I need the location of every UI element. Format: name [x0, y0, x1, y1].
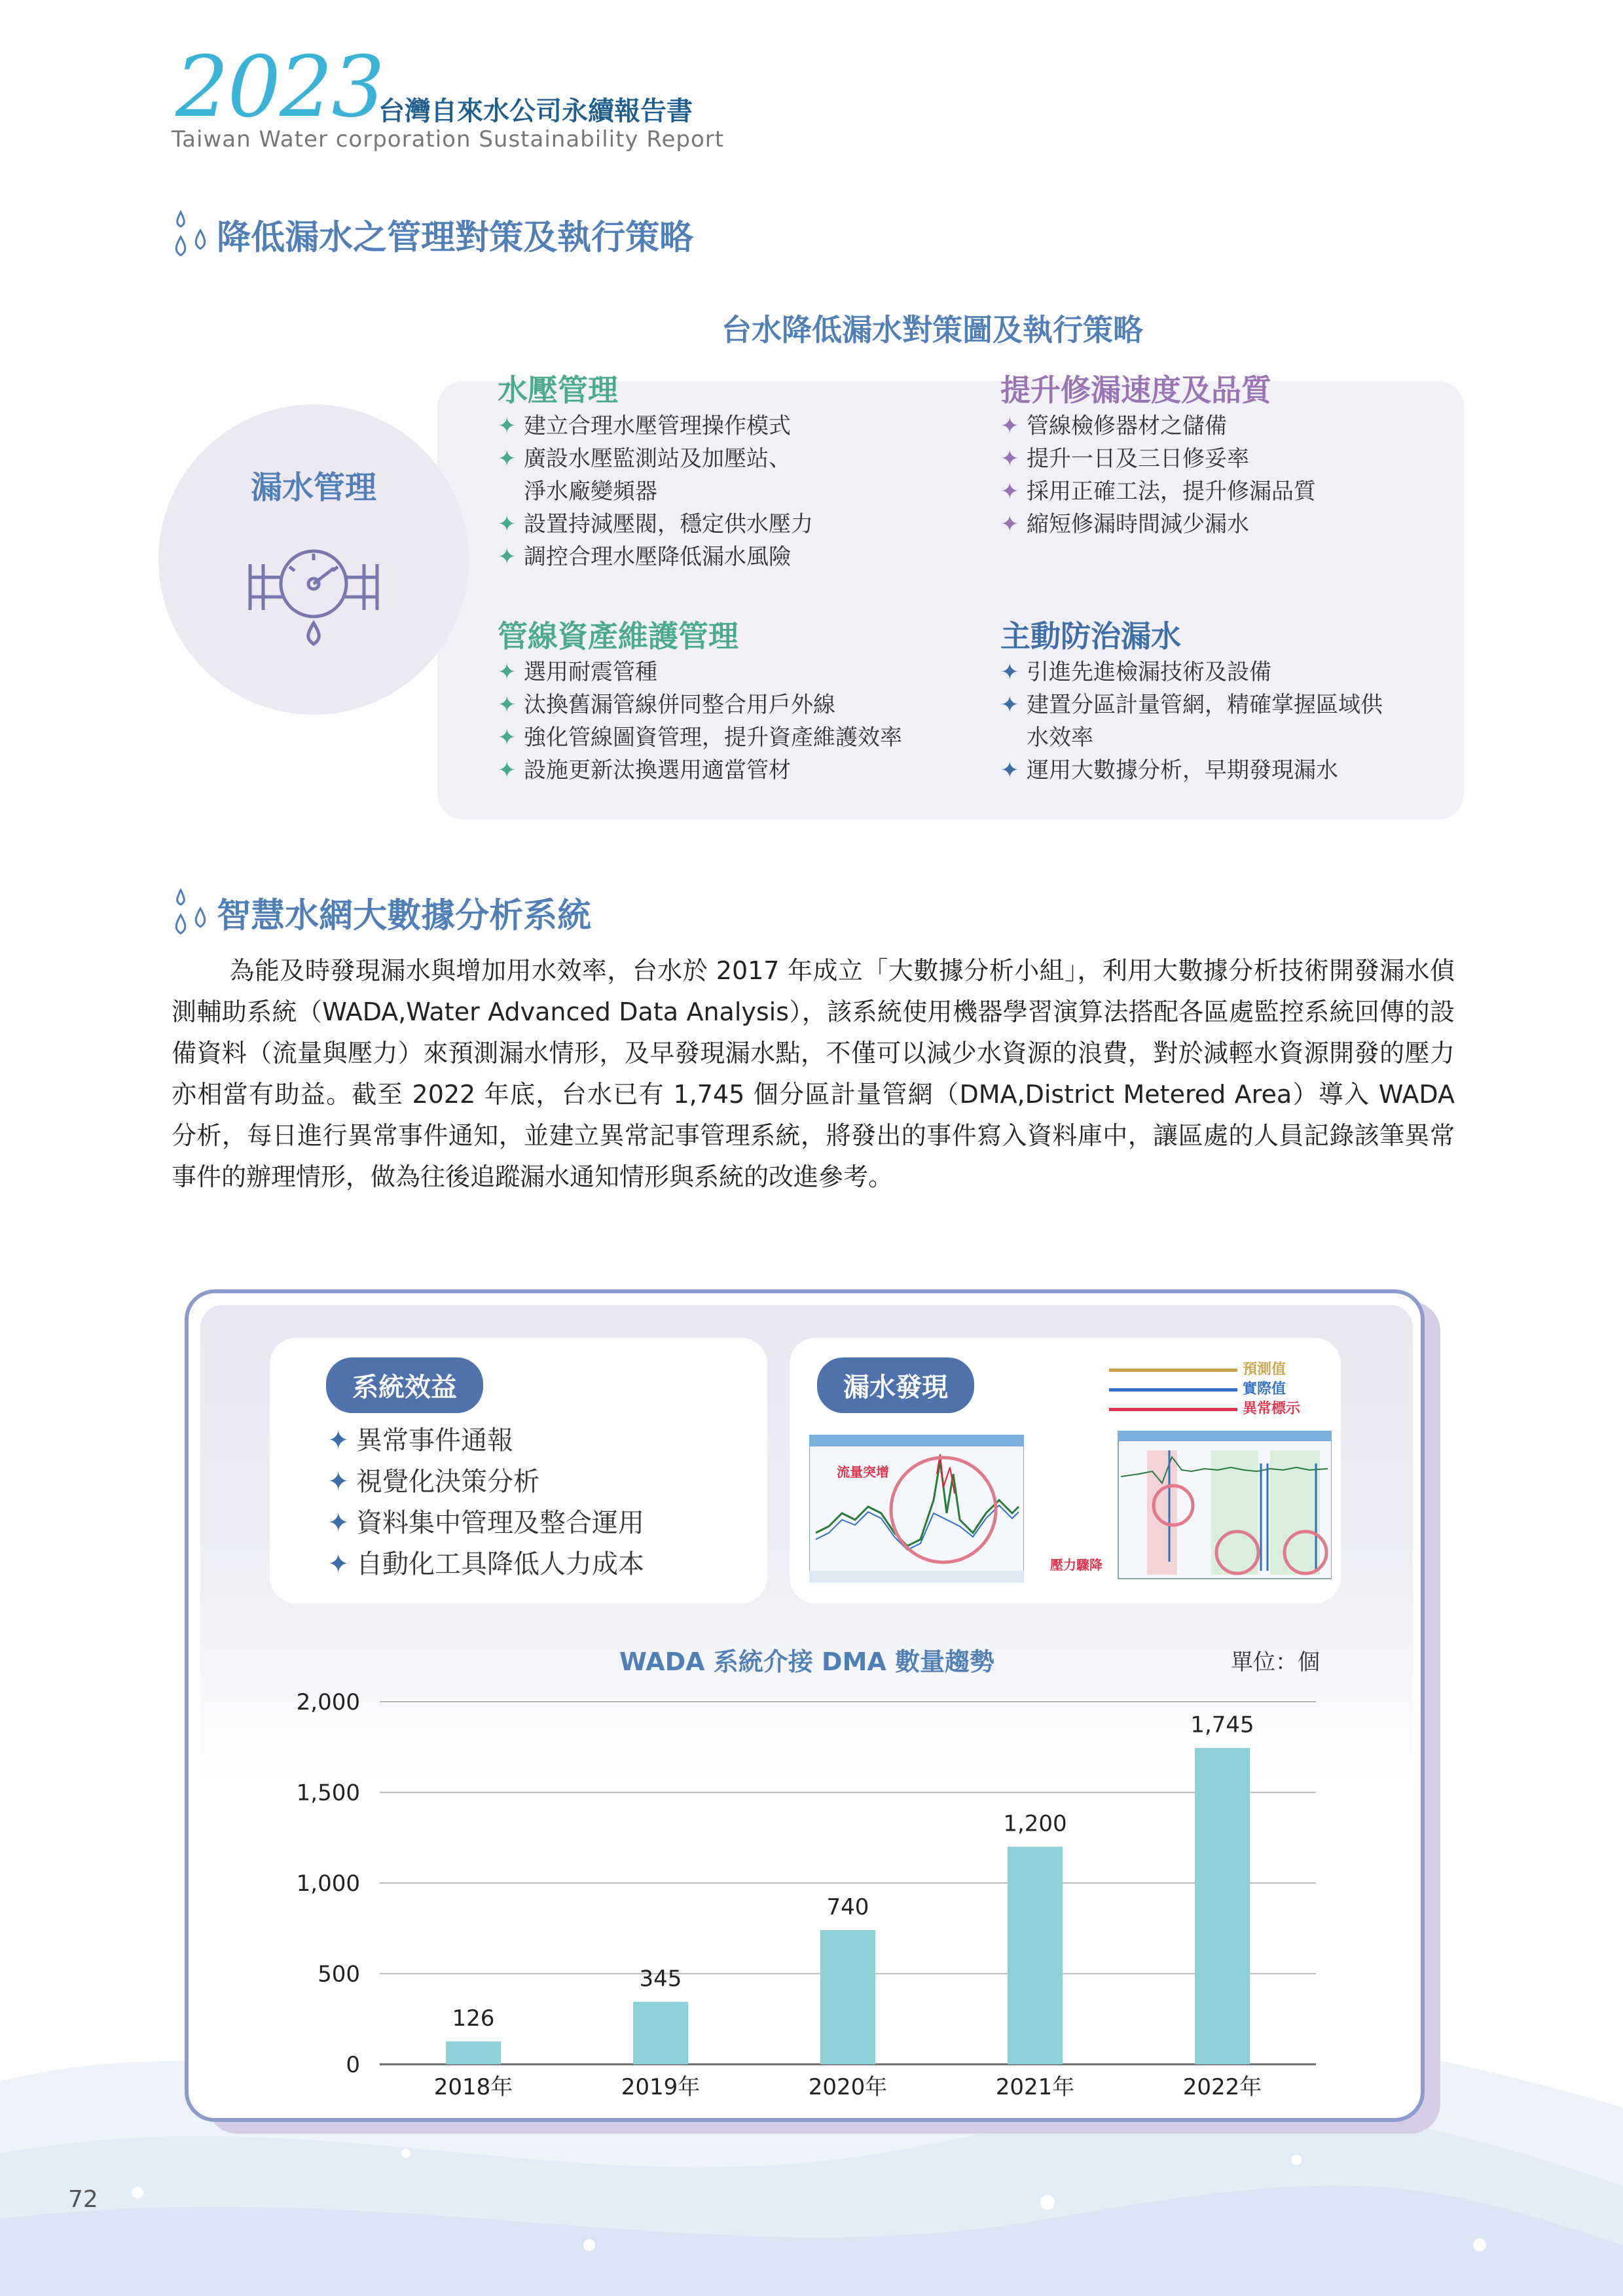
section-heading-big-data [172, 886, 591, 939]
legend-line-anomaly [1109, 1408, 1237, 1411]
star-bullet-icon: ✦ [1000, 413, 1019, 439]
leak-detection-label: 漏水發現 [817, 1357, 974, 1413]
legend-label: 實際值 [1243, 1381, 1286, 1397]
y-tick-label: 1,500 [296, 1780, 360, 1806]
list-item: 運用大數據分析，早期發現漏水 [1027, 757, 1338, 783]
category-title-water-pressure: 水壓管理 [498, 372, 618, 408]
star-bullet-icon: ✦ [1000, 446, 1019, 472]
star-bullet-icon: ✦ [1000, 511, 1019, 537]
star-bullet-icon: ✦ [498, 446, 517, 472]
dma-bar-chart [275, 1676, 1336, 2108]
list-item: 建立合理水壓管理操作模式 [524, 413, 791, 439]
list-item: 設置持減壓閥，穩定供水壓力 [524, 511, 813, 537]
section-title: 智慧水網大數據分析系統 [217, 896, 592, 936]
list-item: 調控合理水壓降低漏水風險 [524, 544, 791, 570]
star-bullet-icon: ✦ [1000, 692, 1019, 718]
list-item: 廣設水壓監測站及加壓站、 [524, 446, 791, 472]
pipe-gauge-icon [244, 531, 384, 653]
list-item: 管線檢修器材之儲備 [1027, 413, 1227, 439]
x-tick-label: 2021年 [995, 2074, 1075, 2100]
chart-unit: 單位：個 [1231, 1649, 1320, 1676]
star-bullet-icon: ✦ [498, 757, 517, 783]
list-item: 設施更新汰換選用適當管材 [524, 757, 791, 783]
x-tick-label: 2019年 [621, 2074, 701, 2100]
bar [446, 2041, 501, 2064]
benefits-list [327, 1420, 644, 1585]
star-bullet-icon: ✦ [327, 1549, 350, 1579]
legend-label: 異常標示 [1243, 1401, 1301, 1417]
list-item: 水效率 [1027, 725, 1093, 751]
star-bullet-icon: ✦ [498, 413, 517, 439]
data-label: 740 [826, 1894, 869, 1921]
list-item: 自動化工具降低人力成本 [356, 1549, 644, 1579]
water-drops-icon [172, 886, 213, 939]
bar [820, 1930, 875, 2064]
paragraph-text: 為能及時發現漏水與增加用水效率，台水於 2017 年成立「大數據分析小組」，利用大數據分析技術開發漏水偵測輔助系統（WADA,Water Advanced Data Analysis），該系統使用機器學習演算法搭配各區處監控系統回傳的設備資料（流量與壓力）來預測漏水情形，及早發現漏水點，不僅可以減少水資源的浪費，對於減輕水資源開發的壓力亦相當有助益。截至 2022 年底，台水已有 1,745 個分區計量管網（DMA,District Metered Area）導入 WADA 分析，每日進行異常事件通知，並建立異常記事管理系統，將發出的事件寫入資料庫中，讓區處的人員記錄該筆異常事件的辦理情形，做為往後追蹤漏水通知情形與系統的改進參考。 [172, 956, 1455, 1191]
x-tick-label: 2022年 [1182, 2074, 1262, 2100]
section-title: 降低漏水之管理對策及執行策略 [217, 218, 694, 258]
star-bullet-icon: ✦ [1000, 659, 1019, 685]
category-list-repair-speed [1000, 410, 1432, 541]
list-item: 異常事件通報 [356, 1426, 513, 1456]
list-item: 縮短修漏時間減少漏水 [1027, 511, 1249, 537]
leak-legend [1109, 1360, 1300, 1419]
benefits-label: 系統效益 [326, 1357, 483, 1413]
flow-surge-chart [809, 1435, 1024, 1583]
center-label: 漏水管理 [250, 469, 376, 506]
data-label: 1,200 [1003, 1810, 1067, 1837]
list-item: 汰換舊漏管線併同整合用戶外線 [524, 692, 835, 718]
report-title: 台灣自來水公司永續報告書 [378, 96, 693, 126]
bar [1008, 1847, 1063, 2064]
category-title-repair-speed: 提升修漏速度及品質 [1000, 372, 1271, 408]
body-paragraph [172, 950, 1455, 1198]
diagram-title: 台水降低漏水對策圖及執行策略 [721, 312, 1143, 348]
data-label: 345 [639, 1965, 682, 1992]
legend-line-actual [1109, 1388, 1237, 1391]
star-bullet-icon: ✦ [327, 1508, 350, 1538]
data-label: 1,745 [1190, 1712, 1254, 1738]
x-tick-label: 2020年 [808, 2074, 888, 2100]
star-bullet-icon: ✦ [1000, 757, 1019, 783]
bar [633, 2001, 688, 2064]
pressure-drop-annotation: 壓力驟降 [1050, 1557, 1103, 1573]
list-item: 資料集中管理及整合運用 [356, 1508, 644, 1538]
y-tick-label: 500 [318, 1961, 360, 1988]
report-subtitle: Taiwan Water corporation Sustainability Report [172, 126, 725, 152]
legend-label: 預測值 [1243, 1361, 1286, 1378]
page-number: 72 [68, 2186, 98, 2213]
list-item: 淨水廠變頻器 [524, 478, 657, 505]
data-label: 126 [452, 2005, 495, 2032]
report-year: 2023 [175, 39, 384, 136]
list-item: 視覺化決策分析 [356, 1467, 539, 1497]
list-item: 選用耐震管種 [524, 659, 657, 685]
star-bullet-icon: ✦ [327, 1467, 350, 1497]
star-bullet-icon: ✦ [327, 1426, 350, 1456]
y-tick-label: 2,000 [296, 1689, 360, 1715]
flow-surge-annotation: 流量突增 [837, 1464, 889, 1480]
star-bullet-icon: ✦ [1000, 478, 1019, 505]
list-item: 提升一日及三日修妥率 [1027, 446, 1249, 472]
list-item: 強化管線圖資管理，提升資產維護效率 [524, 725, 902, 751]
star-bullet-icon: ✦ [498, 725, 517, 751]
x-tick-label: 2018年 [433, 2074, 513, 2100]
section-heading-leak-strategy [172, 208, 693, 260]
water-drops-icon [172, 208, 213, 260]
list-item: 建置分區計量管網，精確掌握區域供 [1027, 692, 1383, 718]
star-bullet-icon: ✦ [498, 659, 517, 685]
star-bullet-icon: ✦ [498, 511, 517, 537]
category-title-active-prevention: 主動防治漏水 [1000, 619, 1181, 654]
list-item: 採用正確工法，提升修漏品質 [1027, 478, 1316, 505]
legend-line-predicted [1109, 1369, 1237, 1372]
category-title-pipe-asset: 管線資產維護管理 [498, 619, 739, 654]
bar [1195, 1748, 1250, 2064]
star-bullet-icon: ✦ [498, 544, 517, 570]
y-tick-label: 1,000 [296, 1871, 360, 1897]
chart-title: WADA 系統介接 DMA 數量趨勢 [619, 1647, 995, 1676]
y-tick-label: 0 [346, 2052, 360, 2078]
category-list-water-pressure [498, 410, 930, 573]
category-list-pipe-asset [498, 656, 969, 787]
category-list-active-prevention [1000, 656, 1446, 787]
pressure-drop-chart [1048, 1431, 1332, 1583]
star-bullet-icon: ✦ [498, 692, 517, 718]
list-item: 引進先進檢漏技術及設備 [1027, 659, 1271, 685]
